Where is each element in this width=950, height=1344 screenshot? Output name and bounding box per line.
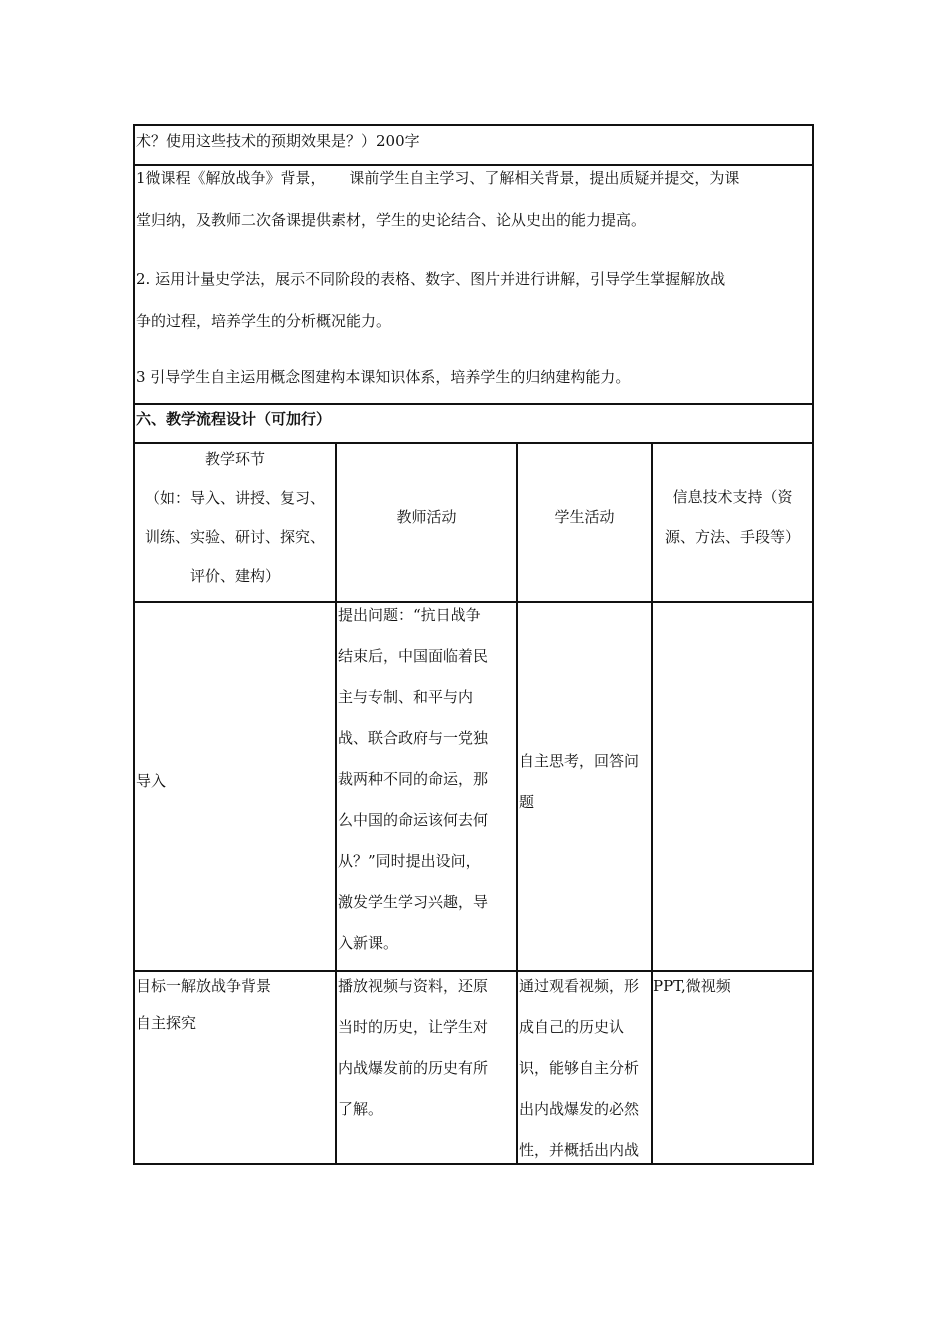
- row1-teacher-line: 主与专制、和平与内: [338, 688, 474, 706]
- row2-teacher-line: 播放视频与资料，还原: [338, 977, 489, 995]
- section-title: 六、教学流程设计（可加行）: [136, 410, 332, 428]
- row2-stage-line: 自主探究: [136, 1014, 197, 1032]
- border-left: [133, 124, 135, 1165]
- header-it-line-1: 信息技术支持（资: [672, 488, 793, 506]
- row2-student-line: 出内战爆发的必然: [519, 1100, 640, 1118]
- row1-teacher-line: 从？”同时提出设问，: [338, 852, 481, 870]
- row1-stage: 导入: [136, 772, 167, 790]
- row2-stage-line: 目标一解放战争背景: [136, 977, 272, 995]
- border-bottom: [133, 1163, 814, 1165]
- intro-tail-text: 术？使用这些技术的预期效果是？）200字: [136, 132, 420, 150]
- header-teacher: 教师活动: [396, 508, 457, 526]
- item-2-line-2: 争的过程，培养学生的分析概况能力。: [136, 312, 392, 330]
- row2-student-line: 成自己的历史认: [519, 1018, 625, 1036]
- header-stage-line-4: 评价、建构）: [189, 567, 280, 585]
- header-student: 学生活动: [554, 508, 615, 526]
- col-divider-1: [335, 442, 337, 1165]
- row1-teacher-line: 激发学生学习兴趣，导: [338, 893, 489, 911]
- header-stage-line-3: 训练、实验、研讨、探究、: [144, 528, 325, 546]
- row2-teacher-line: 了解。: [338, 1100, 384, 1118]
- col-divider-2: [516, 442, 518, 1165]
- row1-student-line: 题: [519, 793, 535, 811]
- row2-teacher-line: 当时的历史，让学生对: [338, 1018, 489, 1036]
- row1-student-line: 自主思考，回答问: [519, 752, 640, 770]
- row1-teacher-line: 提出问题：“抗日战争: [338, 606, 481, 624]
- border-right: [812, 124, 814, 1165]
- row2-student-line: 通过观看视频，形: [519, 977, 640, 995]
- header-stage-line-2: （如：导入、讲授、复习、: [144, 489, 325, 507]
- row2-student-line: 性，并概括出内战: [519, 1141, 640, 1159]
- item-3-line-1: 3 引导学生自主运用概念图建构本课知识体系，培养学生的归纳建构能力。: [136, 368, 631, 386]
- item-1-line-2: 堂归纳，及教师二次备课提供素材，学生的史论结合、论从史出的能力提高。: [136, 211, 647, 229]
- row1-teacher-line: 入新课。: [338, 934, 399, 952]
- row2-student-line: 识，能够自主分析: [519, 1059, 640, 1077]
- header-stage-line-1: 教学环节: [204, 450, 265, 468]
- row2-it: PPT,微视频: [653, 977, 731, 995]
- row1-teacher-line: 结束后，中国面临着民: [338, 647, 489, 665]
- row1-teacher-line: 裁两种不同的命运，那: [338, 770, 489, 788]
- item-2-line-1: 2. 运用计量史学法，展示不同阶段的表格、数字、图片并进行讲解，引导学生掌握解放战: [136, 270, 726, 288]
- row1-teacher-line: 么中国的命运该何去何: [338, 811, 489, 829]
- header-it-line-2: 源、方法、手段等）: [664, 528, 800, 546]
- item-1-line-1: 1微课程《解放战争》背景， 课前学生自主学习、了解相关背景，提出质疑并提交，为课: [136, 169, 740, 187]
- row2-teacher-line: 内战爆发前的历史有所: [338, 1059, 489, 1077]
- row1-teacher-line: 战、联合政府与一党独: [338, 729, 489, 747]
